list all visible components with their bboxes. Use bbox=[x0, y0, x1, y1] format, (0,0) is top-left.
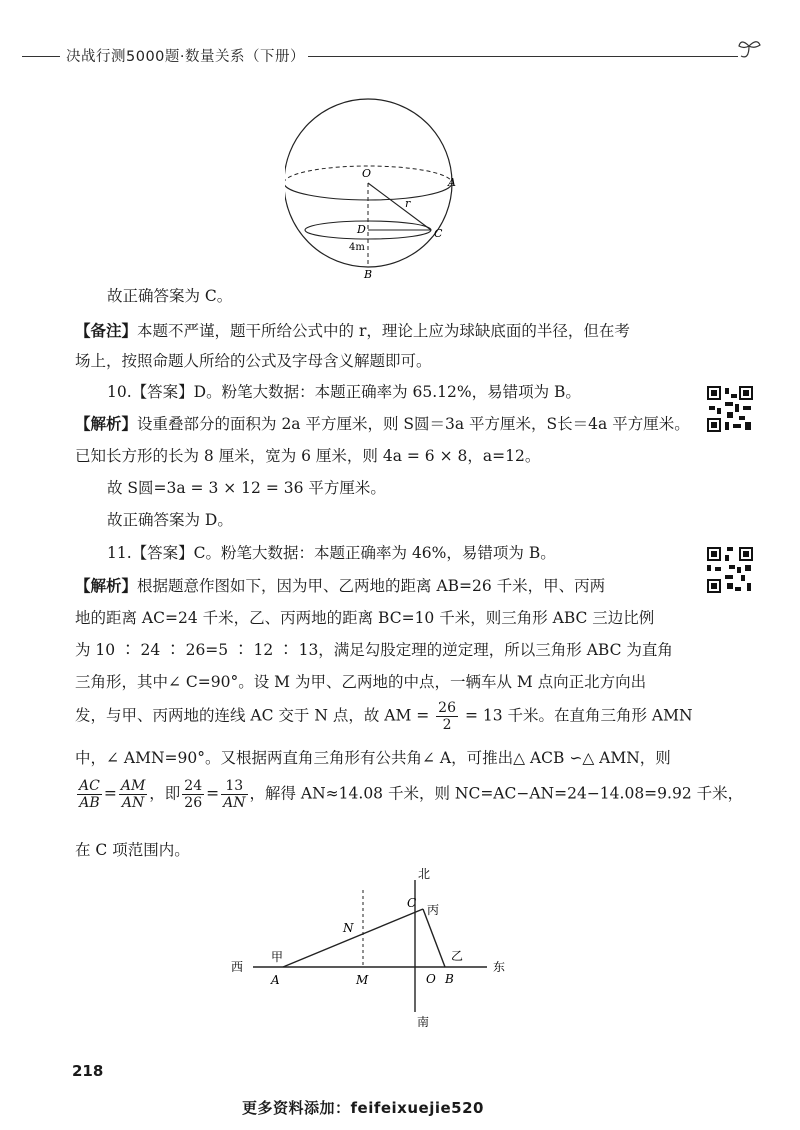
fraction-numerator: 13 bbox=[221, 778, 247, 795]
fraction-26-over-2 bbox=[436, 700, 458, 733]
equation-mid-text: ，即 bbox=[149, 784, 181, 803]
fraction-13-over-AN bbox=[221, 778, 247, 811]
label-B: B bbox=[445, 972, 454, 986]
running-header bbox=[0, 42, 800, 72]
fraction-24-over-26 bbox=[182, 778, 204, 811]
q11-analysis-line-3: 为 10 ∶ 24 ∶ 26=5 ∶ 12 ∶ 13，满足勾股定理的逆定理，所以三角形 ABC 为直角 bbox=[75, 641, 673, 659]
fraction-numerator: 24 bbox=[184, 778, 203, 794]
fraction-denominator: AB bbox=[79, 795, 100, 811]
fraction-AC-over-AB bbox=[77, 778, 102, 811]
label-east: 东 bbox=[493, 960, 506, 974]
q11-analysis-line-7: 在 C 项范围内。 bbox=[75, 841, 190, 859]
q11-analysis-line-1 bbox=[75, 574, 605, 596]
label-jia: 甲 bbox=[271, 950, 284, 964]
radius-OC bbox=[368, 183, 431, 230]
equation-post-text: ，解得 AN≈14.08 千米，则 NC=AC−AN=24−14.08=9.92 千米， bbox=[249, 784, 744, 803]
label-bing: 丙 bbox=[427, 903, 440, 917]
qr-code-q10[interactable] bbox=[705, 384, 755, 434]
label-D: D bbox=[357, 223, 366, 236]
label-O: O bbox=[426, 972, 436, 986]
sphere-figure bbox=[285, 95, 475, 280]
q11-analysis-line-5 bbox=[75, 700, 693, 733]
fraction-denominator: AN bbox=[223, 795, 246, 811]
label-south: 南 bbox=[417, 1015, 430, 1029]
q11-equation-line: $\frac{AC}{AB}$ = $\frac{AM}{AN}$ ，即 $\frac{24}{26}$ = $\frac{13}{AN}$ ，解得 AN≈14.08 千米，则 NC=AC−AN=24−14.08=9.92 千米， bbox=[79, 778, 744, 811]
sprout-icon bbox=[735, 36, 763, 66]
q11-analysis-text-1: 根据题意作图如下，因为甲、乙两地的距离 AB=26 千米，甲、丙两 bbox=[137, 577, 606, 595]
fraction-numerator: AM bbox=[120, 778, 146, 794]
header-rule-right bbox=[308, 56, 738, 57]
remark-tag: 【备注】 bbox=[75, 321, 138, 340]
label-C: C bbox=[407, 896, 417, 910]
label-north: 北 bbox=[418, 867, 431, 881]
q11-analysis-line-2: 地的距离 AC=24 千米，乙、丙两地的距离 BC=10 千米，则三角形 ABC 三边比例 bbox=[75, 609, 655, 627]
q10-analysis-line-3: 故 S圆=3a = 3 × 12 = 36 平方厘米。 bbox=[107, 479, 386, 497]
line5-pre: 发，与甲、丙两地的连线 AC 交于 N 点，故 AM = bbox=[75, 706, 430, 725]
fraction-denominator: 26 bbox=[184, 795, 203, 811]
line5-post: = 13 千米。在直角三角形 AMN bbox=[464, 706, 693, 725]
label-A: A bbox=[271, 973, 280, 987]
remark-text-1: 本题不严谨，题干所给公式中的 r，理论上应为球缺底面的半径，但在考 bbox=[137, 322, 630, 340]
page-number: 218 bbox=[72, 1062, 104, 1080]
remark-line-1 bbox=[75, 319, 630, 341]
map-figure bbox=[225, 862, 525, 1032]
conclusion-line: 故正确答案为 C。 bbox=[107, 287, 233, 305]
fraction-denominator: 2 bbox=[442, 717, 452, 733]
label-M: M bbox=[356, 973, 369, 987]
label-N: N bbox=[343, 921, 354, 935]
label-O: O bbox=[362, 167, 372, 180]
segment-CB bbox=[423, 909, 445, 967]
q10-answer-line: 10.【答案】D。粉笔大数据：本题正确率为 65.12%，易错项为 B。 bbox=[107, 383, 581, 401]
fraction-AM-over-AN bbox=[119, 778, 147, 811]
q11-analysis-line-4: 三角形，其中∠ C=90°。设 M 为甲、乙两地的中点，一辆车从 M 点向正北方向出 bbox=[75, 673, 647, 691]
header-title: 决战行测5000题·数量关系（下册） bbox=[66, 49, 306, 65]
q10-analysis-line-2: 已知长方形的长为 8 厘米，宽为 6 厘米，则 4a = 6 × 8，a=12。 bbox=[75, 447, 541, 465]
label-yi: 乙 bbox=[451, 949, 464, 963]
q10-analysis-line-1 bbox=[75, 412, 690, 434]
remark-line-2: 场上，按照命题人所给的公式及字母含义解题即可。 bbox=[75, 352, 432, 370]
footer-contact: 更多资料添加：feifeixuejie520 bbox=[242, 1099, 484, 1117]
qr-code-q11[interactable] bbox=[705, 545, 755, 595]
header-rule-left bbox=[22, 56, 60, 57]
label-B: B bbox=[364, 268, 373, 280]
label-r: r bbox=[405, 197, 411, 210]
fraction-numerator: 26 bbox=[438, 700, 456, 716]
label-west: 西 bbox=[231, 960, 244, 974]
label-height: 4m bbox=[349, 242, 365, 253]
q10-analysis-text-1: 设重叠部分的面积为 2a 平方厘米，则 S圆＝3a 平方厘米，S长＝4a 平方厘米。 bbox=[137, 415, 690, 433]
segment-AC bbox=[283, 909, 423, 967]
label-C: C bbox=[434, 227, 443, 240]
q11-analysis-tag: 【解析】 bbox=[75, 576, 138, 595]
q10-analysis-tag: 【解析】 bbox=[75, 414, 138, 433]
q10-conclusion-line: 故正确答案为 D。 bbox=[107, 511, 233, 529]
fraction-numerator: AC bbox=[79, 778, 100, 794]
fraction-denominator: AN bbox=[121, 795, 145, 811]
q11-answer-line: 11.【答案】C。粉笔大数据：本题正确率为 46%，易错项为 B。 bbox=[107, 544, 556, 562]
label-A: A bbox=[448, 176, 456, 189]
q11-analysis-line-6: 中，∠ AMN=90°。又根据两直角三角形有公共角∠ A，可推出△ ACB ∽△ AMN，则 bbox=[75, 749, 671, 767]
